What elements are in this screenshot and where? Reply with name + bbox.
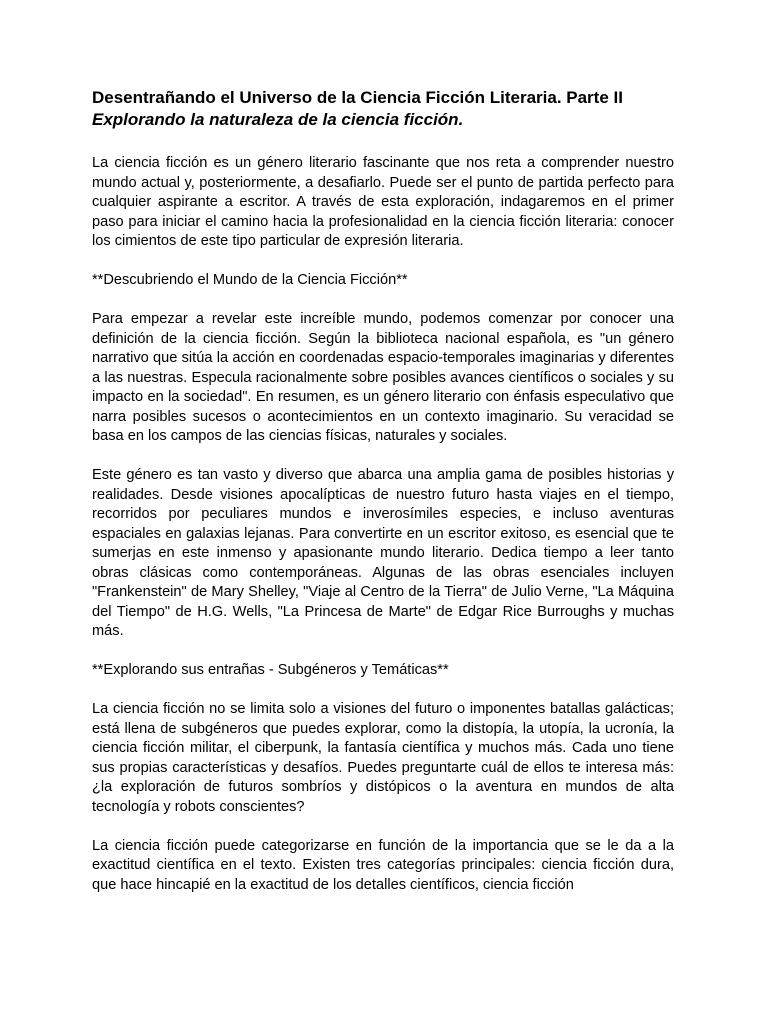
section-heading-descubriendo: **Descubriendo el Mundo de la Ciencia Ficción** xyxy=(92,272,408,288)
title-subtitle: Explorando la naturaleza de la ciencia ficción. xyxy=(92,110,464,129)
paragraph-categories: La ciencia ficción puede categorizarse en función de la importancia que se le da a la exactitud científica en el texto. Existen tres categorías principales: ciencia ficción dura, que hace hincapié en la exactitud de los detalles científicos, ciencia ficción xyxy=(92,837,674,893)
document-page xyxy=(92,87,674,895)
title-main: Desentrañando el Universo de la Ciencia Ficción Literaria. Parte II xyxy=(92,88,623,107)
section-heading-explorando: **Explorando sus entrañas - Subgéneros y Temáticas** xyxy=(92,662,449,678)
paragraph-definition: Para empezar a revelar este increíble mundo, podemos comenzar por conocer una definición de la ciencia ficción. Según la biblioteca nacional española, es "un género narrativo que sitúa la acción en coordenadas espacio-temporales imaginarias y diferentes a las nuestras. Especula racionalmente sobre posibles avances científicos o sociales y su impacto en la sociedad". En resumen, es un género literario con énfasis especulativo que narra posibles sucesos o acontecimientos en un contexto imaginario. Su veracidad se basa en los campos de las ciencias físicas, naturales y sociales. xyxy=(92,311,674,444)
paragraph-intro: La ciencia ficción es un género literario fascinante que nos reta a comprender nuestro mundo actual y, posteriormente, a desafiarlo. Puede ser el punto de partida perfecto para cualquier aspirante a escritor. A través de esta exploración, indagaremos en el primer paso para iniciar el camino hacia la profesionalidad en la ciencia ficción literaria: conocer los cimientos de este tipo particular de expresión literaria. xyxy=(92,155,674,249)
paragraph-genre-scope: Este género es tan vasto y diverso que abarca una amplia gama de posibles historias y realidades. Desde visiones apocalípticas de nuestro futuro hasta viajes en el tiempo, recorridos por peculiares mundos e inverosímiles especies, e incluso aventuras espaciales en galaxias lejanas. Para convertirte en un escritor exitoso, es esencial que te sumerjas en este inmenso y apasionante mundo literario. Dedica tiempo a leer tanto obras clásicas como contemporáneas. Algunas de las obras esenciales incluyen "Frankenstein" de Mary Shelley, "Viaje al Centro de la Tierra" de Julio Verne, "La Máquina del Tiempo" de H.G. Wells, "La Princesa de Marte" de Edgar Rice Burroughs y muchas más. xyxy=(92,467,674,639)
document-title xyxy=(92,87,674,131)
paragraph-subgenres: La ciencia ficción no se limita solo a visiones del futuro o imponentes batallas galácticas; está llena de subgéneros que puedes explorar, como la distopía, la utopía, la ucronía, la ciencia ficción militar, el ciberpunk, la fantasía científica y muchos más. Cada uno tiene sus propias características y desafíos. Puedes preguntarte cuál de ellos te interesa más: ¿la exploración de futuros sombríos y distópicos o la aventura en mundos de alta tecnología y robots conscientes? xyxy=(92,701,674,815)
